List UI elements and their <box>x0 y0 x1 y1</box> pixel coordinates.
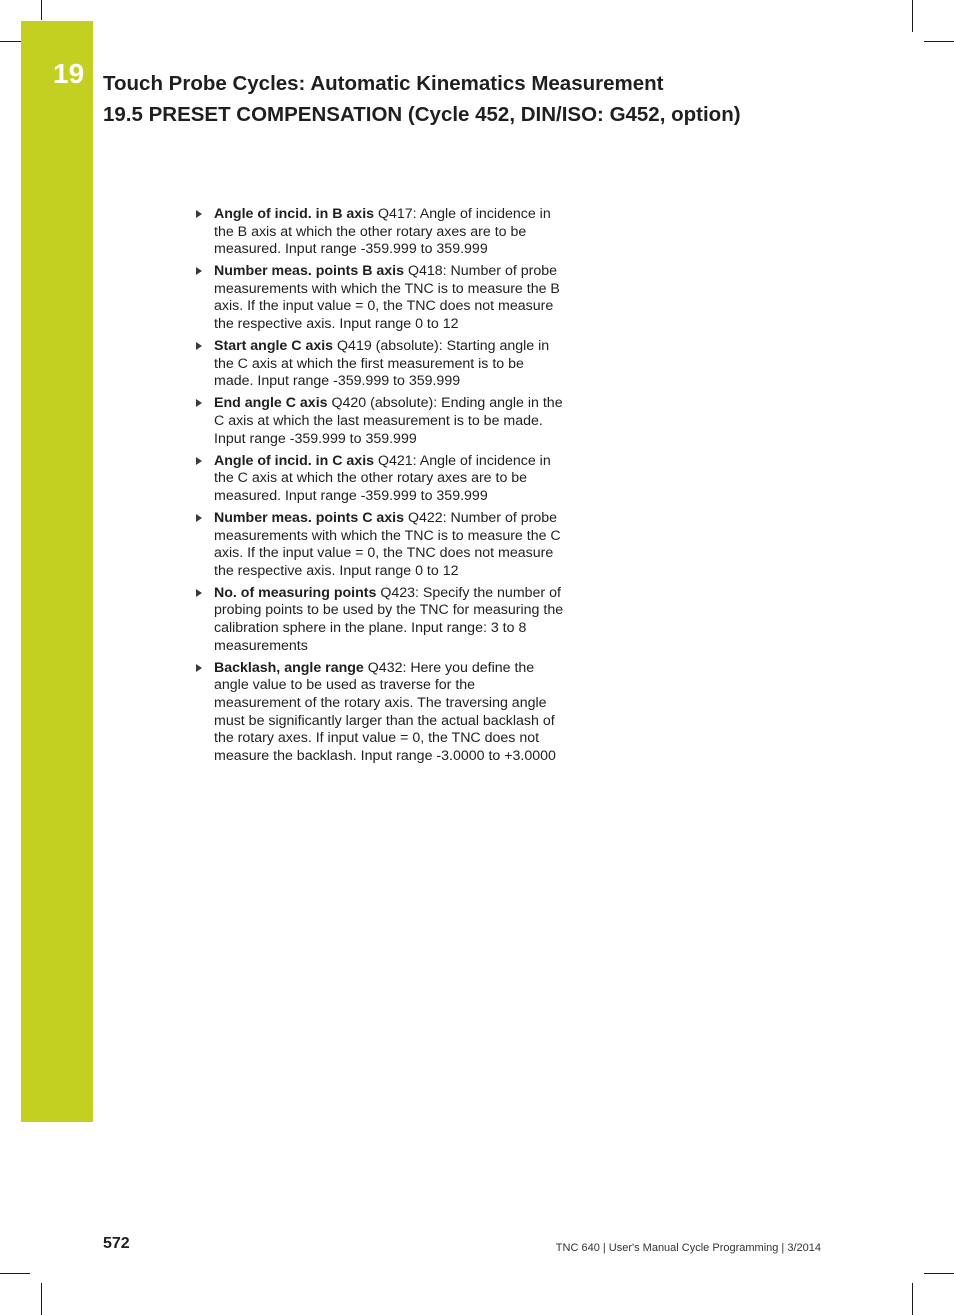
item-label: Number meas. points B axis <box>214 263 405 280</box>
item-label: Angle of incid. in B axis <box>214 206 375 222</box>
item-text: Q420 (absolute): Ending angle in the C axis at which the last measurement is to be made. Input range -359.999 to 359.999 <box>214 395 563 447</box>
crop-mark <box>0 41 21 42</box>
chapter-title: Touch Probe Cycles: Automatic Kinematics Measurement <box>103 72 664 95</box>
footer-text: TNC 640 | User's Manual Cycle Programming | 3/2014 <box>555 1242 821 1254</box>
list-item <box>194 206 564 259</box>
triangle-bullet-icon <box>196 514 202 522</box>
crop-mark <box>0 1273 30 1274</box>
item-text: Q419 (absolute): Starting angle in the C axis at which the first measurement is to be made. Input range -359.999 to 359.999 <box>214 338 550 390</box>
chapter-number: 19 <box>53 58 85 89</box>
item-text: Q432: Here you define the angle value to be used as traverse for the measurement of the rotary axis. The traversing angle must be significantly larger than the actual backlash of the rotary axes. If input value = 0, the TNC does not measure the backlash. Input range -3.0000 to +3.0000 <box>214 659 556 764</box>
item-label: No. of measuring points <box>214 584 377 601</box>
item-label: Angle of incid. in C axis <box>214 452 375 469</box>
item-label: Number meas. points C axis <box>214 510 405 526</box>
crop-mark <box>41 0 42 20</box>
triangle-bullet-icon <box>196 664 202 672</box>
item-text: Q417: Angle of incidence in the B axis at which the other rotary axes are to be measured. Input range -359.999 to 359.999 <box>214 206 551 258</box>
list-item <box>194 660 564 766</box>
crop-mark <box>924 1273 954 1274</box>
item-text: Q422: Number of probe measurements with which the TNC is to measure the C axis. If the input value = 0, the TNC does not measure the respective axis. Input range 0 to 12 <box>214 510 561 579</box>
item-label: End angle C axis <box>214 395 328 412</box>
item-label: Backlash, angle range <box>214 659 364 676</box>
triangle-bullet-icon <box>196 267 202 275</box>
crop-mark <box>912 0 913 32</box>
list-item <box>194 510 564 580</box>
triangle-bullet-icon <box>196 589 202 597</box>
triangle-bullet-icon <box>196 457 202 465</box>
section-title: 19.5 PRESET COMPENSATION (Cycle 452, DIN/ISO: G452, option) <box>103 103 741 126</box>
triangle-bullet-icon <box>196 210 202 218</box>
crop-mark <box>41 1283 42 1315</box>
crop-mark <box>924 41 954 42</box>
page-number: 572 <box>103 1235 130 1252</box>
parameter-list <box>194 206 564 770</box>
item-text: Q423: Specify the number of probing points to be used by the TNC for measuring the calibration sphere in the plane. Input range: 3 to 8 measurements <box>214 584 564 654</box>
list-item <box>194 263 564 333</box>
item-text: Q421: Angle of incidence in the C axis at which the other rotary axes are to be measured. Input range -359.999 to 359.999 <box>214 452 551 504</box>
list-item <box>194 585 564 655</box>
list-item <box>194 338 564 391</box>
item-text: Q418: Number of probe measurements with which the TNC is to measure the B axis. If the input value = 0, the TNC does not measure the respective axis. Input range 0 to 12 <box>214 263 560 333</box>
triangle-bullet-icon <box>196 342 202 350</box>
chapter-tab <box>21 21 93 1122</box>
list-item <box>194 453 564 506</box>
item-label: Start angle C axis <box>214 338 334 355</box>
list-item <box>194 395 564 448</box>
triangle-bullet-icon <box>196 399 202 407</box>
crop-mark <box>912 1283 913 1315</box>
